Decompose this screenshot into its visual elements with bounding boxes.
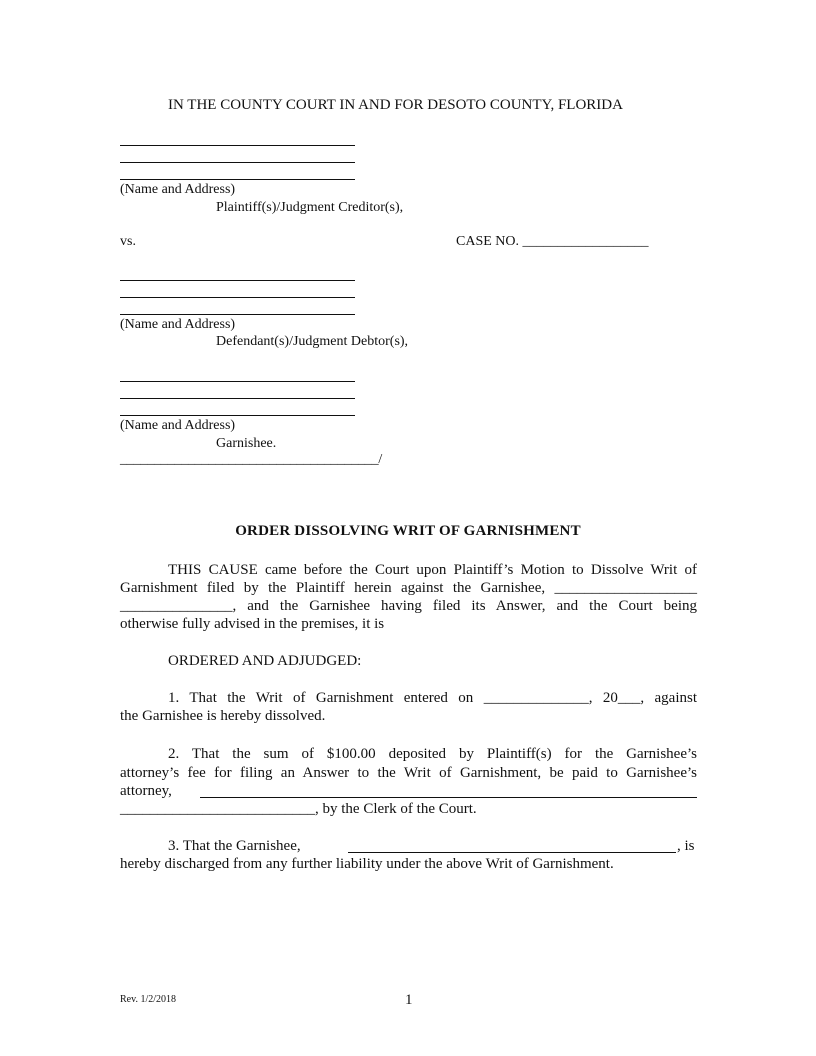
court-heading: IN THE COUNTY COURT IN AND FOR DESOTO COUNTY, FLORIDA (168, 97, 623, 113)
defendant-name-label: (Name and Address) (120, 317, 236, 332)
revision-date: Rev. 1/2/2018 (120, 994, 177, 1005)
versus-label: vs. (120, 234, 136, 249)
garnishee-name-line-1 (120, 381, 355, 382)
plaintiff-name-line-1 (120, 145, 355, 146)
caption-closing-line: ______________________________________/ (120, 452, 383, 467)
attorney-name-line (200, 797, 697, 798)
paragraph-2-line-1: 2. That the sum of $100.00 deposited by Plaintiff(s) for the Garnishee’s (168, 746, 697, 762)
case-number-field: CASE NO. __________________ (456, 234, 649, 249)
defendant-role: Defendant(s)/Judgment Debtor(s), (216, 334, 409, 349)
garnishee-discharge-line (348, 852, 676, 853)
intro-line-1: THIS CAUSE came before the Court upon Plaintiff’s Motion to Dissolve Writ of (168, 562, 697, 578)
paragraph-2-line-2: attorney’s fee for filing an Answer to the Writ of Garnishment, be paid to Garnishee’s (120, 765, 697, 781)
intro-line-3: _______________, and the Garnishee having filed its Answer, and the Court being (120, 598, 697, 614)
paragraph-2-attorney-label: attorney, (120, 783, 172, 799)
defendant-name-line-2 (120, 297, 355, 298)
intro-line-2: Garnishment filed by the Plaintiff herein against the Garnishee, ___________________ (120, 580, 697, 596)
garnishee-role: Garnishee. (216, 436, 277, 451)
paragraph-1-line-1: 1. That the Writ of Garnishment entered on ______________, 20___, against (168, 690, 697, 706)
paragraph-3-line-2: hereby discharged from any further liability under the above Writ of Garnishment. (120, 856, 614, 872)
page-number: 1 (405, 992, 413, 1008)
garnishee-name-line-2 (120, 398, 355, 399)
garnishee-name-label: (Name and Address) (120, 418, 236, 433)
intro-line-4: otherwise fully advised in the premises, it is (120, 616, 385, 632)
paragraph-1-line-2: the Garnishee is hereby dissolved. (120, 708, 326, 724)
ordered-heading: ORDERED AND ADJUDGED: (168, 653, 362, 669)
defendant-name-line-1 (120, 280, 355, 281)
document-title: ORDER DISSOLVING WRIT OF GARNISHMENT (235, 523, 581, 539)
defendant-name-line-3 (120, 314, 355, 315)
plaintiff-name-line-3 (120, 179, 355, 180)
paragraph-3-label: 3. That the Garnishee, (168, 838, 301, 854)
plaintiff-name-label: (Name and Address) (120, 182, 236, 197)
garnishee-name-line-3 (120, 415, 355, 416)
plaintiff-name-line-2 (120, 162, 355, 163)
paragraph-2-line-4: __________________________, by the Clerk of the Court. (120, 801, 477, 817)
plaintiff-role: Plaintiff(s)/Judgment Creditor(s), (216, 200, 404, 215)
paragraph-3-line-end: , is (677, 838, 695, 854)
